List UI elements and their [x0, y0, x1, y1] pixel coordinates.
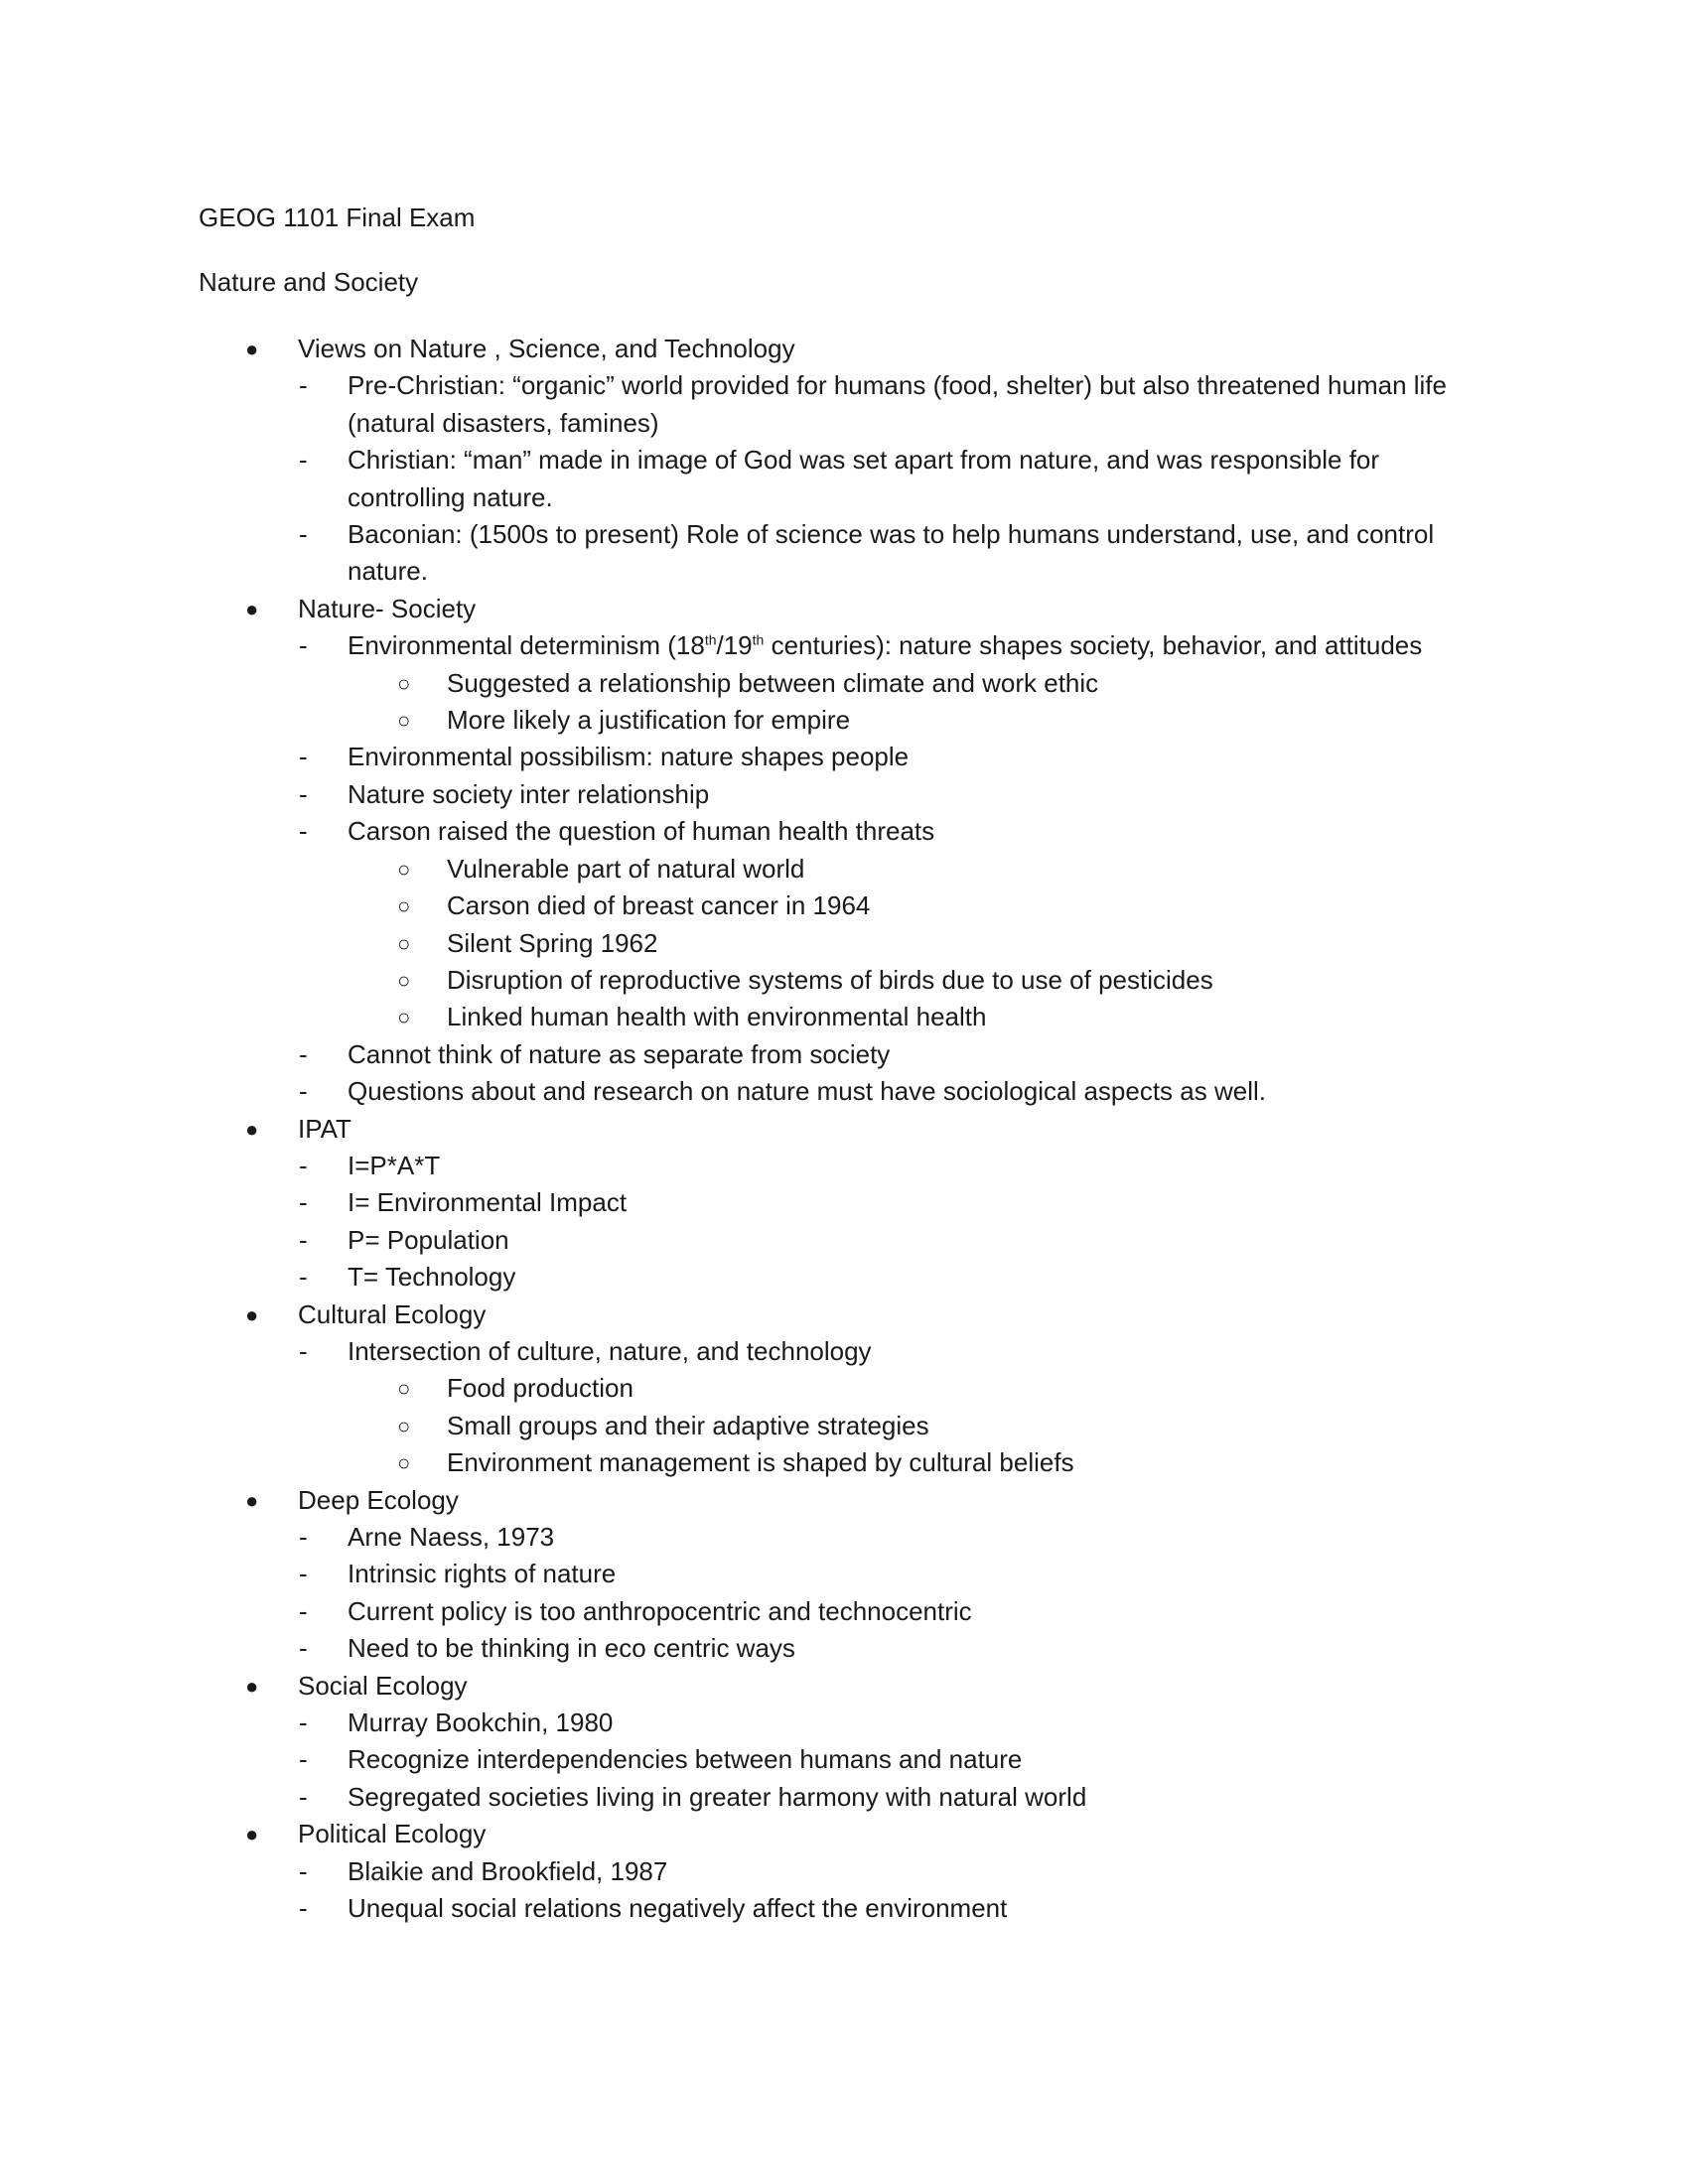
- outline-subpoint: [0, 962, 1688, 999]
- point-text: Arne Naess, 1973: [348, 1522, 555, 1552]
- point-text: I= Environmental Impact: [348, 1187, 628, 1218]
- subpoint-text: Vulnerable part of natural world: [447, 853, 805, 884]
- subpoint-text: Disruption of reproductive systems of birds due to use of pesticides: [447, 964, 1213, 995]
- outline-subpoint: [0, 999, 1688, 1035]
- dash-marker: -: [299, 370, 308, 401]
- outline-point: [0, 1630, 1470, 1667]
- dash-marker: -: [299, 1707, 308, 1738]
- point-text: Pre-Christian: “organic” world provided for humans (food, shelter) but also threatened human life (natural disasters, famines): [348, 370, 1455, 438]
- circle-bullet-icon: ○: [397, 856, 411, 882]
- bullet-icon: ●: [245, 1822, 259, 1847]
- point-text: Environmental determinism (18th/19th centuries): nature shapes society, behavior, and attitudes: [348, 630, 1423, 661]
- circle-bullet-icon: ○: [397, 893, 411, 919]
- outline-topic: [0, 591, 1688, 627]
- outline-point: [0, 1148, 1470, 1184]
- dash-marker: -: [299, 1855, 308, 1886]
- circle-bullet-icon: ○: [397, 1450, 411, 1476]
- outline-point: [0, 1890, 1470, 1927]
- topic-label: Social Ecology: [298, 1670, 468, 1701]
- circle-bullet-icon: ○: [397, 1005, 411, 1030]
- outline-topic: [0, 1482, 1688, 1519]
- dash-marker: -: [299, 1335, 308, 1366]
- outline-point: [0, 1741, 1470, 1778]
- topic-label: Cultural Ecology: [298, 1298, 487, 1329]
- section-heading: Nature and Society: [199, 267, 419, 297]
- dash-marker: -: [299, 519, 308, 550]
- topic-label: Political Ecology: [298, 1819, 487, 1849]
- circle-bullet-icon: ○: [397, 1376, 411, 1402]
- subpoint-text: More likely a justification for empire: [447, 705, 851, 736]
- dash-marker: -: [299, 630, 308, 661]
- outline-subpoint: [0, 1408, 1688, 1444]
- document-title: GEOG 1101 Final Exam: [199, 203, 476, 232]
- outline-point: [0, 1222, 1470, 1259]
- topic-label: Deep Ecology: [298, 1484, 459, 1515]
- point-text: Current policy is too anthropocentric and technocentric: [348, 1595, 972, 1626]
- outline-topic: [0, 1111, 1688, 1148]
- outline-point: [0, 627, 1470, 664]
- point-text: Blaikie and Brookfield, 1987: [348, 1855, 668, 1886]
- subpoint-text: Silent Spring 1962: [447, 927, 658, 958]
- dash-marker: -: [299, 742, 308, 772]
- outline-point: [0, 1556, 1470, 1592]
- circle-bullet-icon: ○: [397, 708, 411, 734]
- subpoint-text: Suggested a relationship between climate and work ethic: [447, 667, 1099, 698]
- outline-topic: [0, 1816, 1688, 1852]
- outline-point: [0, 367, 1470, 442]
- point-text: P= Population: [348, 1224, 509, 1255]
- point-text: Recognize interdependencies between humans and nature: [348, 1744, 1023, 1775]
- point-text: I=P*A*T: [348, 1150, 441, 1180]
- outline-topic: [0, 1297, 1688, 1333]
- point-text: Nature society inter relationship: [348, 778, 710, 809]
- dash-marker: -: [299, 1076, 308, 1107]
- dash-marker: -: [299, 816, 308, 847]
- outline-subpoint: [0, 702, 1688, 739]
- point-text: Cannot think of nature as separate from society: [348, 1038, 891, 1069]
- dash-marker: -: [299, 1781, 308, 1812]
- point-text: Unequal social relations negatively affect the environment: [348, 1893, 1008, 1924]
- point-text: Christian: “man” made in image of God was set apart from nature, and was responsible for controlling nature.: [348, 445, 1387, 512]
- point-text: Murray Bookchin, 1980: [348, 1707, 614, 1738]
- topic-label: IPAT: [298, 1113, 352, 1144]
- point-text: Questions about and research on nature must have sociological aspects as well.: [348, 1076, 1266, 1107]
- bullet-icon: ●: [245, 337, 259, 361]
- point-text: Need to be thinking in eco centric ways: [348, 1633, 795, 1664]
- dash-marker: -: [299, 445, 308, 476]
- subpoint-text: Linked human health with environmental health: [447, 1002, 987, 1032]
- point-text: Intersection of culture, nature, and technology: [348, 1335, 872, 1366]
- outline-point: [0, 1184, 1470, 1221]
- outline-subpoint: [0, 925, 1688, 962]
- dash-marker: -: [299, 1595, 308, 1626]
- dash-marker: -: [299, 1744, 308, 1775]
- circle-bullet-icon: ○: [397, 1413, 411, 1438]
- point-text: T= Technology: [348, 1262, 516, 1293]
- topic-label: Nature- Society: [298, 593, 477, 623]
- outline-topic: [0, 1668, 1688, 1705]
- outline-subpoint: [0, 887, 1688, 924]
- outline-point: [0, 442, 1470, 516]
- bullet-icon: ●: [245, 596, 259, 621]
- point-text: Carson raised the question of human health threats: [348, 816, 935, 847]
- circle-bullet-icon: ○: [397, 967, 411, 993]
- subpoint-text: Environment management is shaped by cultural beliefs: [447, 1447, 1074, 1478]
- outline-point: [0, 1853, 1470, 1890]
- dash-marker: -: [299, 1187, 308, 1218]
- dash-marker: -: [299, 1262, 308, 1293]
- dash-marker: -: [299, 778, 308, 809]
- outline-topic: [0, 331, 1688, 367]
- dash-marker: -: [299, 1038, 308, 1069]
- dash-marker: -: [299, 1522, 308, 1552]
- outline-point: [0, 1779, 1470, 1816]
- dash-marker: -: [299, 1893, 308, 1924]
- point-text: Environmental possibilism: nature shapes people: [348, 742, 910, 772]
- outline-point: [0, 1259, 1470, 1296]
- dash-marker: -: [299, 1633, 308, 1664]
- outline-subpoint: [0, 851, 1688, 887]
- outline-point: [0, 1519, 1470, 1556]
- outline-point: [0, 1036, 1470, 1073]
- outline-subpoint: [0, 1444, 1688, 1481]
- outline-point: [0, 1073, 1470, 1110]
- bullet-icon: ●: [245, 1487, 259, 1513]
- circle-bullet-icon: ○: [397, 930, 411, 956]
- outline-point: [0, 813, 1470, 850]
- subpoint-text: Food production: [447, 1373, 633, 1404]
- point-text: Intrinsic rights of nature: [348, 1559, 617, 1589]
- outline-point: [0, 1593, 1470, 1630]
- outline-point: [0, 1333, 1470, 1370]
- outline-point: [0, 516, 1470, 591]
- outline-point: [0, 776, 1470, 813]
- topic-label: Views on Nature , Science, and Technology: [298, 334, 795, 363]
- point-text: Baconian: (1500s to present) Role of science was to help humans understand, use, and control nature.: [348, 519, 1442, 587]
- circle-bullet-icon: ○: [397, 670, 411, 696]
- bullet-icon: ●: [245, 1116, 259, 1142]
- outline-subpoint: [0, 1370, 1688, 1407]
- subpoint-text: Small groups and their adaptive strategies: [447, 1410, 929, 1440]
- dash-marker: -: [299, 1150, 308, 1180]
- subpoint-text: Carson died of breast cancer in 1964: [447, 890, 871, 921]
- outline-point: [0, 739, 1470, 775]
- bullet-icon: ●: [245, 1301, 259, 1327]
- outline-point: [0, 1705, 1470, 1741]
- dash-marker: -: [299, 1224, 308, 1255]
- bullet-icon: ●: [245, 1673, 259, 1699]
- notes-outline: [0, 331, 1688, 1927]
- point-text: Segregated societies living in greater harmony with natural world: [348, 1781, 1087, 1812]
- dash-marker: -: [299, 1559, 308, 1589]
- outline-subpoint: [0, 665, 1688, 702]
